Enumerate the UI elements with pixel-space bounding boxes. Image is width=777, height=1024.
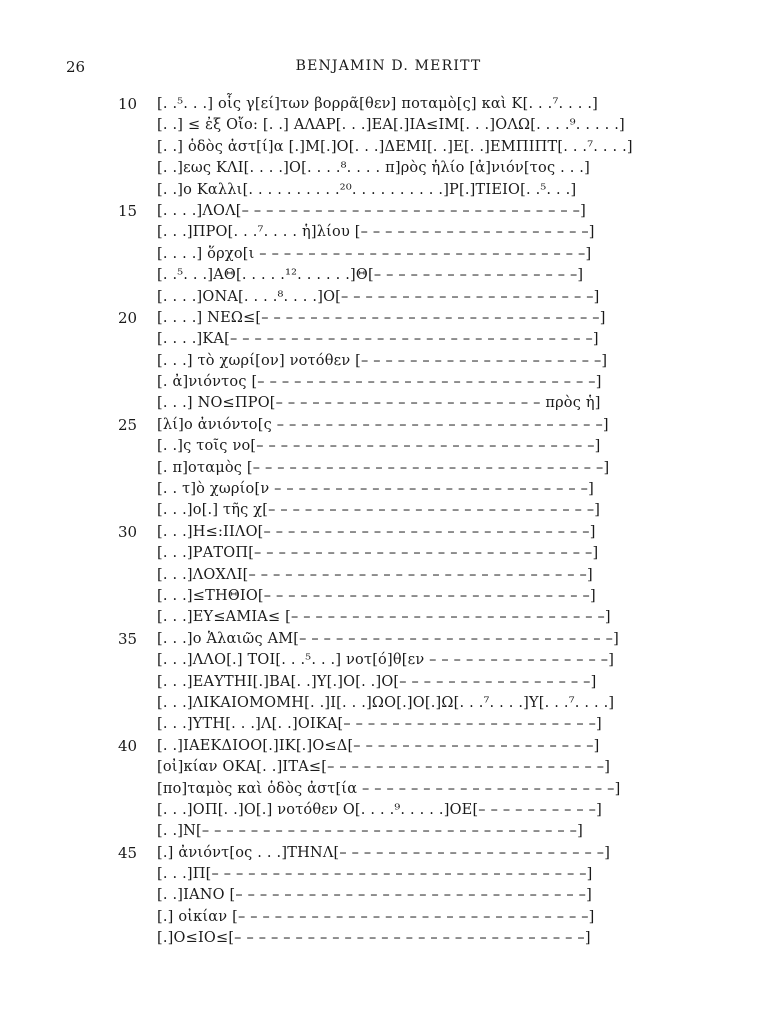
line-text: [. π]οταμὸς [– – – – – – – – – – – – – – – – – – – – – – – – – – – – –] [157, 459, 610, 476]
line-number: 25 [118, 415, 138, 434]
inscription-line [0, 607, 777, 628]
inscription-line [0, 265, 777, 286]
line-text: [. .] ≤ ἐξ Οἴο: [. .] ΑΛΑΡ[. . .]ΕΑ[.]ΙΑ≤ΙΜ[. . .]ΟΛΩ[. . . .⁹. . . . .] [157, 117, 625, 134]
inscription-line [0, 201, 777, 222]
line-number: 10 [118, 95, 138, 113]
line-text: [. .⁵. . .]ΑΘ[. . . . .¹². . . . . .]Θ[– – – – – – – – – – – – – – – – –] [157, 267, 584, 284]
line-number: 35 [118, 629, 138, 648]
line-text: [λί]ο ἀνιόντο[ς – – – – – – – – – – – – – – – – – – – – – – – – – – –] [157, 416, 609, 433]
inscription-line [0, 757, 777, 778]
inscription-line [0, 843, 777, 864]
inscription-line [0, 779, 777, 800]
inscription-line [0, 479, 777, 500]
line-text: [. . . .] ΝΕΩ≤[– – – – – – – – – – – – – – – – – – – – – – – – – – – –] [157, 309, 606, 326]
inscription-line [0, 864, 777, 885]
inscription-line [0, 821, 777, 842]
line-text: [. ἀ]νιόντος [– – – – – – – – – – – – – – – – – – – – – – – – – – – –] [157, 374, 602, 391]
line-text: [. . .]ο[.] τῆς χ[– – – – – – – – – – – – – – – – – – – – – – – – – – –] [157, 502, 601, 519]
inscription-line [0, 222, 777, 243]
line-text: [. .]ΙΑΕΚΔΙΟΟ[.]ΙΚ[.]Ο≤Δ[– – – – – – – – – – – – – – – – – – – –] [157, 737, 600, 754]
line-text: [. . . .] ὅρχο[ι – – – – – – – – – – – – – – – – – – – – – – – – – – –] [157, 245, 592, 262]
line-text: [. . . .]ΛΟΛ[– – – – – – – – – – – – – – – – – – – – – – – – – – – –] [157, 202, 586, 219]
line-text: [. . .]ΕΥ≤ΑΜΙΑ≤ [– – – – – – – – – – – – – – – – – – – – – – – – – –] [157, 609, 611, 626]
line-text: [. . .]Π[– – – – – – – – – – – – – – – – – – – – – – – – – – – – – – –] [157, 866, 593, 883]
inscription-line [0, 714, 777, 735]
inscription-line [0, 94, 777, 115]
line-number: 30 [118, 522, 138, 541]
inscription-text [0, 94, 777, 950]
inscription-line [0, 672, 777, 693]
inscription-line [0, 287, 777, 308]
line-number: 45 [118, 843, 138, 862]
inscription-line [0, 180, 777, 201]
line-text: [πο]ταμὸς καὶ ὁδὸς ἀστ[ία – – – – – – – – – – – – – – – – – – – – –] [157, 780, 621, 797]
inscription-line [0, 351, 777, 372]
inscription-line [0, 308, 777, 329]
line-text: [. . .] τὸ χωρί[ον] νοτόθεν [– – – – – – – – – – – – – – – – – – – –] [157, 352, 608, 369]
line-text: [.] οἰκίαν [– – – – – – – – – – – – – – – – – – – – – – – – – – – – –] [157, 908, 595, 925]
inscription-line [0, 244, 777, 265]
line-text: [.] ἀνιόντ[ος . . .]ΤΗΝΛ[– – – – – – – – – – – – – – – – – – – – – –] [157, 844, 611, 861]
line-text: [. .]ς τοῖς νο[– – – – – – – – – – – – – – – – – – – – – – – – – – – –] [157, 438, 601, 455]
inscription-line [0, 907, 777, 928]
line-text: [οἰ]κίαν ΟΚΑ[. .]ΙΤΑ≤[– – – – – – – – – – – – – – – – – – – – – – –] [157, 759, 611, 776]
inscription-line [0, 928, 777, 949]
line-text: [. . .]ΛΛΟ[.] ΤΟΙ[. . .⁵. . .] νοτ[ό]θ[εν – – – – – – – – – – – – – – –] [157, 652, 615, 669]
line-text: [. .]ο Καλλι[. . . . . . . . . .²⁰. . . . . . . . . .]Ρ[.]ΤΙΕΙΟ[. .⁵. . .] [157, 181, 577, 198]
inscription-line [0, 885, 777, 906]
inscription-line [0, 158, 777, 179]
inscription-line [0, 458, 777, 479]
inscription-line [0, 115, 777, 136]
inscription-line [0, 586, 777, 607]
line-text: [. . .]≤ΤΗΘΙΟ[– – – – – – – – – – – – – – – – – – – – – – – – – – –] [157, 587, 596, 604]
line-text: [. . .]ΛΙΚΑΙΟΜΟΜΗ[. .]Ι[. . .]ΩΟ[.]Ο[.]Ω[. . .⁷. . . .]Υ[. . .⁷. . . .] [157, 694, 615, 711]
inscription-line [0, 137, 777, 158]
line-number: 40 [118, 736, 138, 755]
inscription-line [0, 436, 777, 457]
line-text: [. . .] ΝΟ≤ΠΡΟ[– – – – – – – – – – – – – – – – – – – – – – πρὸς ἡ] [157, 395, 601, 412]
line-text: [. . .]ΠΡΟ[. . .⁷. . . . ἡ]λίου [– – – – – – – – – – – – – – – – – – –] [157, 224, 595, 241]
inscription-line [0, 500, 777, 521]
inscription-line [0, 393, 777, 414]
inscription-line [0, 329, 777, 350]
inscription-line [0, 543, 777, 564]
line-text: [. .]εως ΚΛΙ[. . . .]Ο[. . . .⁸. . . . π]ρὸς ἡλίο [ἀ]νιόν[τος . . .] [157, 160, 590, 177]
line-text: [. .]ΙΑΝΟ [– – – – – – – – – – – – – – – – – – – – – – – – – – – – –] [157, 887, 592, 904]
inscription-line [0, 629, 777, 650]
line-text: [. . .]ΕΑΥΤΗΙ[.]ΒΑ[. .]Υ[.]Ο[. .]Ο[– – – – – – – – – – – – – – – –] [157, 673, 597, 690]
inscription-line [0, 415, 777, 436]
line-text: [. . .]ΛΟΧΛΙ[– – – – – – – – – – – – – – – – – – – – – – – – – – – –] [157, 566, 593, 583]
inscription-line [0, 736, 777, 757]
line-number: 20 [118, 308, 138, 327]
line-text: [. . .]ΟΠ[. .]Ο[.] νοτόθεν Ο[. . . .⁹. . . . .]ΟΕ[– – – – – – – – – –] [157, 801, 602, 818]
line-text: [. . . .]ΚΑ[– – – – – – – – – – – – – – – – – – – – – – – – – – – – – –] [157, 331, 599, 348]
line-text: [. . . .]ΟΝΑ[. . . .⁸. . . .]Ο[– – – – – – – – – – – – – – – – – – – – –] [157, 288, 600, 305]
line-text: [. . .]ΡΑΤΟΠ[– – – – – – – – – – – – – – – – – – – – – – – – – – – –] [157, 545, 599, 562]
inscription-line [0, 800, 777, 821]
line-number: 15 [118, 201, 138, 220]
line-text: [. . .]ο Ἁλαιῶς ΑΜ[– – – – – – – – – – – – – – – – – – – – – – – – – –] [157, 630, 619, 647]
page-number: 26 [66, 58, 86, 76]
line-text: [. . τ]ὸ χωρίο[ν – – – – – – – – – – – – – – – – – – – – – – – – – –] [157, 481, 594, 498]
line-text: [. .]Ν[– – – – – – – – – – – – – – – – – – – – – – – – – – – – – – –] [157, 823, 583, 840]
line-text: [.]Ο≤ΙΟ≤[– – – – – – – – – – – – – – – – – – – – – – – – – – – – –] [157, 930, 591, 947]
inscription-line [0, 693, 777, 714]
inscription-line [0, 565, 777, 586]
running-head: BENJAMIN D. MERITT [295, 58, 482, 74]
inscription-line [0, 522, 777, 543]
line-text: [. . .]Η≤:ΙΙΛΟ[– – – – – – – – – – – – – – – – – – – – – – – – – – –] [157, 523, 596, 540]
line-text: [. .] ὁδὸς ἀστ[ί]α [.]Μ[.]Ο[. . .]ΔΕΜΙ[. .]Ε[. .]ΕΜΠΙΠΤ[. . .⁷. . . .] [157, 138, 633, 155]
line-text: [. . .]ΥΤΗ[. . .]Λ[. .]ΟΙΚΑ[– – – – – – – – – – – – – – – – – – – – –] [157, 716, 602, 733]
inscription-line [0, 372, 777, 393]
inscription-line [0, 650, 777, 671]
line-text: [. .⁵. . .] οἷς γ[εί]των βορρᾶ[θεν] ποταμὸ[ς] καὶ Κ[. . .⁷. . . .] [157, 96, 599, 112]
